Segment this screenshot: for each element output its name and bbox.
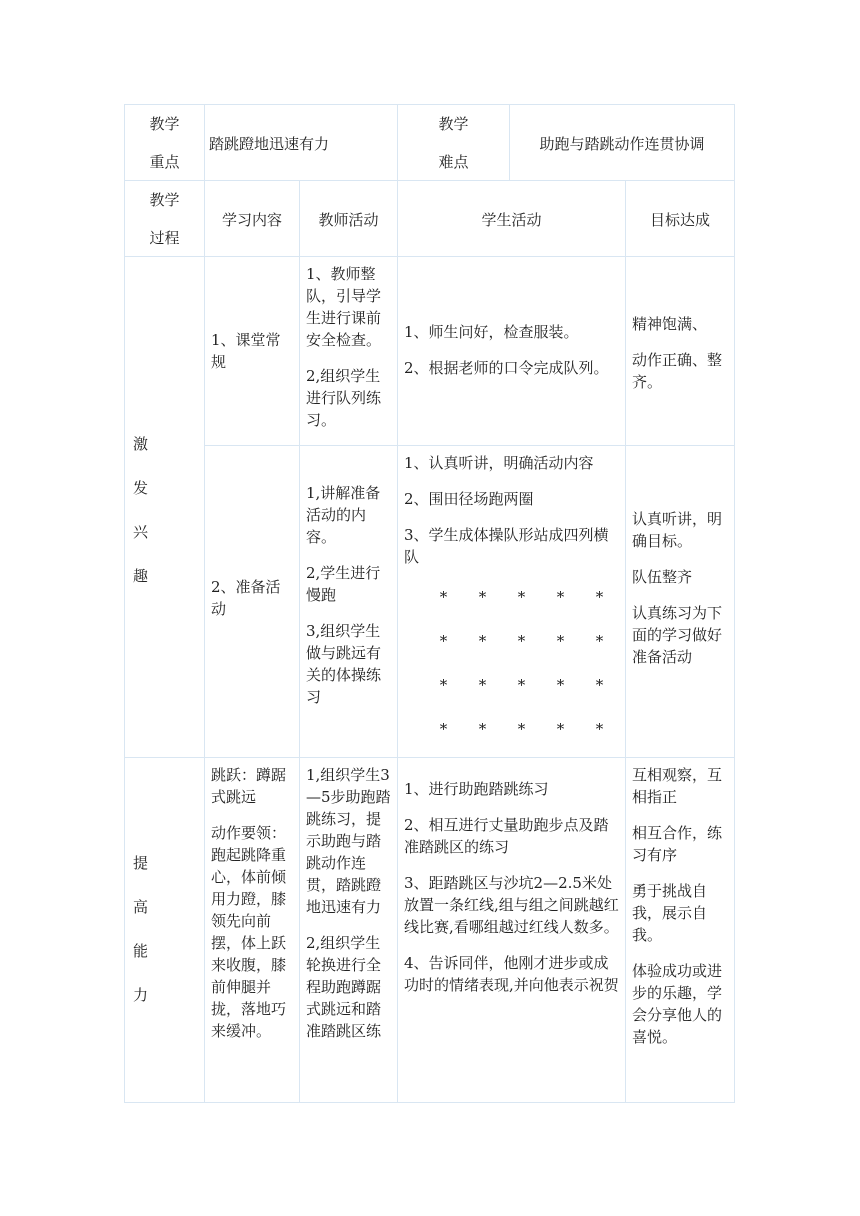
row2-teacher-item: 2,学生进行慢跑 bbox=[306, 564, 381, 604]
formation-star: * bbox=[595, 588, 604, 606]
formation-star: * bbox=[517, 720, 526, 738]
focus-value-cell bbox=[204, 104, 398, 181]
row1-teacher-cell bbox=[299, 256, 398, 446]
formation-grid bbox=[404, 586, 619, 740]
formation-star: * bbox=[478, 676, 487, 694]
row1-content-cell bbox=[204, 256, 300, 446]
section2-teacher-item: 1,组织学生3—5步助跑踏跳练习，提示助跑与踏跳动作连贯，踏跳蹬地迅速有力 bbox=[306, 766, 391, 916]
row1-goal-item: 精神饱满、 bbox=[632, 315, 708, 333]
section2-content-item: 动作要领：跑起跳降重心，体前倾用力蹬，膝领先向前摆，体上跃来收腹，膝前伸腿并拢，落地巧来缓冲。 bbox=[211, 824, 287, 1040]
content-header: 学习内容 bbox=[221, 211, 282, 229]
formation-star: * bbox=[478, 588, 487, 606]
formation-star: * bbox=[517, 676, 526, 694]
difficulty-label-cell bbox=[397, 104, 510, 181]
row2-goal-item: 队伍整齐 bbox=[632, 568, 693, 586]
teacher-header-cell bbox=[299, 180, 398, 257]
section2-student-item: 4、告诉同伴，他刚才进步或成功时的情绪表现,并向他表示祝贺 bbox=[404, 954, 619, 994]
difficulty-value-cell bbox=[509, 104, 735, 181]
lesson-plan-table bbox=[124, 104, 735, 1103]
teacher-header: 教师活动 bbox=[318, 211, 379, 229]
row1-student-item: 1、师生问好，检查服装。 bbox=[404, 323, 579, 341]
formation-star: * bbox=[595, 632, 604, 650]
section2-title-cell bbox=[124, 757, 205, 1103]
row1-student-item: 2、根据老师的口令完成队列。 bbox=[404, 359, 609, 377]
row2-content: 2、准备活动 bbox=[211, 578, 281, 618]
process-header-line2: 过程 bbox=[149, 229, 180, 247]
section2-goal-cell bbox=[625, 757, 735, 1103]
student-header: 学生活动 bbox=[481, 211, 542, 229]
row1-student-cell bbox=[397, 256, 626, 446]
content-header-cell bbox=[204, 180, 300, 257]
section2-teacher-cell bbox=[299, 757, 398, 1103]
formation-star: * bbox=[439, 676, 448, 694]
section2-student-cell bbox=[397, 757, 626, 1103]
row1-goal-cell bbox=[625, 256, 735, 446]
row2-student-cell bbox=[397, 445, 626, 758]
section2-content-cell bbox=[204, 757, 300, 1103]
row1-content: 1、课堂常规 bbox=[211, 331, 281, 371]
formation-star: * bbox=[517, 632, 526, 650]
section2-content-item: 跳跃：蹲踞式跳远 bbox=[211, 766, 287, 806]
process-header-line1: 教学 bbox=[149, 191, 180, 209]
section2-goal-item: 勇于挑战自我，展示自我。 bbox=[632, 882, 708, 944]
formation-star: * bbox=[556, 588, 565, 606]
formation-star: * bbox=[439, 720, 448, 738]
focus-label-line1: 教学 bbox=[149, 115, 180, 133]
difficulty-value: 助跑与踏跳动作连贯协调 bbox=[539, 135, 705, 153]
formation-star: * bbox=[595, 676, 604, 694]
row1-goal-item: 动作正确、整齐。 bbox=[632, 351, 723, 391]
student-header-cell bbox=[397, 180, 626, 257]
section2-title-char: 力 bbox=[133, 986, 149, 1004]
goal-header: 目标达成 bbox=[649, 211, 710, 229]
section2-student-item: 3、距踏跳区与沙坑2—2.5米处放置一条红线,组与组之间跳越红线比赛,看哪组越过红线人数多。 bbox=[404, 874, 619, 936]
formation-star: * bbox=[556, 676, 565, 694]
row2-teacher-item: 1,讲解准备活动的内容。 bbox=[306, 484, 381, 546]
formation-star: * bbox=[478, 632, 487, 650]
row2-teacher-cell bbox=[299, 445, 398, 758]
section2-student-item: 1、进行助跑踏跳练习 bbox=[404, 780, 549, 798]
formation-star: * bbox=[517, 588, 526, 606]
row2-student-item: 3、学生成体操队形站成四列横队 bbox=[404, 526, 609, 566]
section1-title-char: 趣 bbox=[133, 567, 149, 585]
row1-teacher-item: 2,组织学生进行队列练习。 bbox=[306, 367, 382, 429]
formation-star: * bbox=[595, 720, 604, 738]
section2-title-char: 高 bbox=[133, 898, 149, 916]
focus-label-cell bbox=[124, 104, 205, 181]
row1-teacher-item: 1、教师整队，引导学生进行课前安全检查。 bbox=[306, 265, 382, 349]
section2-goal-item: 互相观察，互相指正 bbox=[632, 766, 723, 806]
section1-title-cell bbox=[124, 256, 205, 758]
section1-title-char: 兴 bbox=[133, 523, 149, 541]
process-header-cell bbox=[124, 180, 205, 257]
section1-title-char: 发 bbox=[133, 479, 149, 497]
focus-label-line2: 重点 bbox=[149, 153, 180, 171]
row2-student-item: 2、围田径场跑两圈 bbox=[404, 490, 534, 508]
section2-goal-item: 体验成功或进步的乐趣，学会分享他人的喜悦。 bbox=[632, 962, 723, 1046]
row2-teacher-item: 3,组织学生做与跳远有关的体操练习 bbox=[306, 622, 382, 706]
row2-student-item: 1、认真听讲，明确活动内容 bbox=[404, 454, 594, 472]
difficulty-label-line2: 难点 bbox=[438, 153, 469, 171]
section2-goal-item: 相互合作，练习有序 bbox=[632, 824, 723, 864]
row2-goal-item: 认真听讲，明确目标。 bbox=[632, 510, 723, 550]
section2-title-char: 提 bbox=[133, 854, 149, 872]
goal-header-cell bbox=[625, 180, 735, 257]
row2-content-cell bbox=[204, 445, 300, 758]
formation-star: * bbox=[556, 632, 565, 650]
formation-star: * bbox=[439, 632, 448, 650]
formation-star: * bbox=[478, 720, 487, 738]
formation-star: * bbox=[556, 720, 565, 738]
formation-star: * bbox=[439, 588, 448, 606]
section2-student-item: 2、相互进行丈量助跑步点及踏准踏跳区的练习 bbox=[404, 816, 609, 856]
focus-value: 踏跳蹬地迅速有力 bbox=[209, 135, 330, 153]
row2-goal-cell bbox=[625, 445, 735, 758]
difficulty-label-line1: 教学 bbox=[438, 115, 469, 133]
section2-title-char: 能 bbox=[133, 942, 149, 960]
row2-goal-item: 认真练习为下面的学习做好准备活动 bbox=[632, 604, 723, 666]
section1-title-char: 激 bbox=[133, 435, 149, 453]
section2-teacher-item: 2,组织学生轮换进行全程助跑蹲踞式跳远和踏准踏跳区练 bbox=[306, 934, 382, 1040]
